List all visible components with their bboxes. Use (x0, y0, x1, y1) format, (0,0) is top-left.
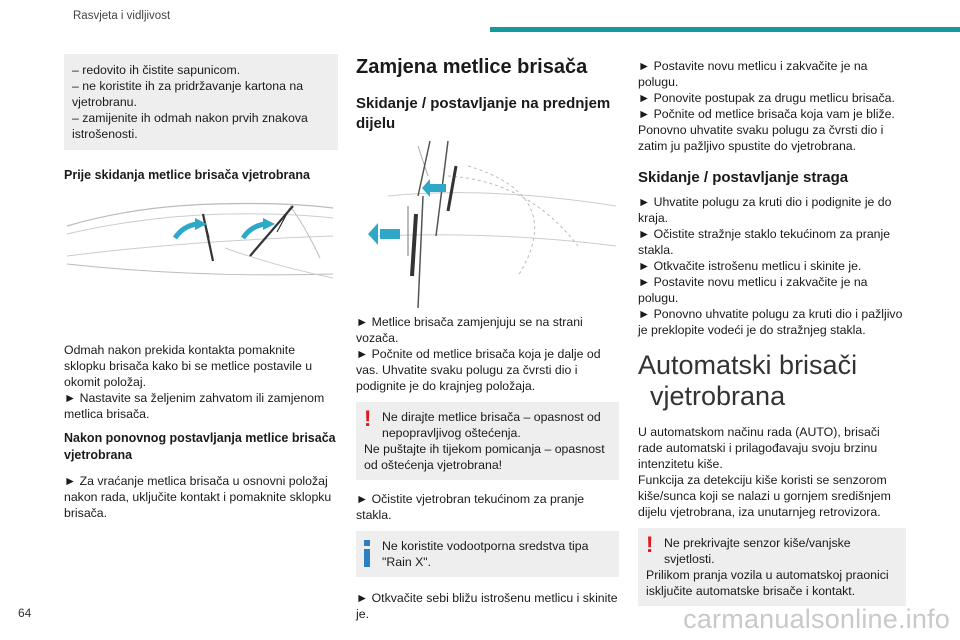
watermark: carmanualsonline.info (683, 604, 950, 634)
warning-text-2: Prilikom pranja vozila u automatskoj praonici isključite automatske brisače i kontakt. (646, 568, 889, 598)
section-heading-after-refit: Nakon ponovnog postavljanja metlice brisača vjetrobrana (64, 431, 336, 462)
section-title-auto-wipers (638, 350, 906, 412)
front-wiper-lift-illustration (368, 136, 618, 308)
windscreen-wipers-illustration (65, 186, 337, 306)
info-text: Ne koristite vodootporna sredstva tipa "Rain X". (382, 539, 589, 569)
tip-line-1: – redovito ih čistite sapunicom. (72, 63, 241, 77)
running-header: Rasvjeta i vidljivost (73, 10, 171, 22)
paragraph-return-position: ► Za vraćanje metlica brisača u osnovni položaj nakon rada, uključite kontakt i pomaknite sklopku brisača. (64, 474, 332, 520)
warning-icon: ! (646, 532, 654, 557)
info-box-rain-x (356, 531, 619, 577)
tip-line-2: – ne koristite ih za pridržavanje kartona na vjetrobranu. (72, 79, 304, 109)
paragraph-continue: ► Nastavite sa željenim zahvatom ili zamjenom metlica brisača. (64, 391, 325, 421)
paragraph-auto-mode: U automatskom načinu rada (AUTO), brisači rade automatski i prilagođavaju svoju brzinu intenzitetu kiše. (638, 425, 880, 471)
warning-icon: ! (364, 406, 372, 431)
paragraph-driver-side: ► Metlice brisača zamjenjuju se na strani vozača. (356, 315, 583, 345)
header-accent-bar (490, 27, 960, 32)
warning-text-1: Ne prekrivajte senzor kiše/vanjske svjetlosti. (664, 536, 851, 566)
column-right (638, 58, 906, 606)
warning-box-blades (356, 402, 619, 480)
section-title-auto-wipers-line-2: vjetrobrana (650, 381, 786, 411)
paragraph-fit-new: ► Postavite novu metlicu i zakvačite je na polugu. (638, 59, 868, 89)
paragraph-rear-lower: ► Ponovno uhvatite polugu za kruti dio i pažljivo je preklopite vodeći je do stražnjeg stakla. (638, 307, 903, 337)
paragraph-rear-unhook: ► Otkvačite istrošenu metlicu i skinite je. (638, 259, 862, 273)
subheading-rear: Skidanje / postavljanje straga (638, 169, 849, 186)
paragraph-rear-lift: ► Uhvatite polugu za kruti dio i podignite je do kraja. (638, 195, 892, 225)
warning-text-2: Ne puštajte ih tijekom pomicanja – opasnost od oštećenja vjetrobrana! (364, 442, 605, 472)
paragraph-start-far: ► Počnite od metlice brisača koja je dalje od vas. Uhvatite svaku polugu za čvrsti dio i podignite je do krajnjeg položaja. (356, 347, 601, 393)
paragraph-unhook: ► Otkvačite sebi bližu istrošenu metlicu i skinite je. (356, 591, 618, 621)
paragraph-lower-arms: Ponovno uhvatite svaku polugu za čvrsti dio i zatim ju pažljivo spustite do vjetrobrana. (638, 123, 884, 153)
page-number: 64 (18, 606, 32, 620)
tip-line-3: – zamijenite ih odmah nakon prvih znakova istrošenosti. (72, 111, 308, 141)
paragraph-clean: ► Očistite vjetrobran tekućinom za pranje stakla. (356, 492, 585, 522)
info-icon (364, 540, 370, 568)
section-title-replacement: Zamjena metlice brisača (356, 56, 588, 78)
paragraph-rain-sensor: Funkcija za detekciju kiše koristi se senzorom kiše/sunca koji se nalazi u gornjem središnjem dijelu vjetrobrana, iza unutarnjeg retrovizora. (638, 473, 891, 519)
warning-text-1: Ne dirajte metlice brisača – opasnost od nepopravljivog oštećenja. (382, 410, 601, 440)
tip-box (64, 54, 338, 150)
subheading-front: Skidanje / postavljanje na prednjem dijelu (356, 95, 611, 132)
paragraph-rear-fit: ► Postavite novu metlicu i zakvačite je na polugu. (638, 275, 868, 305)
paragraph-switch-off: Odmah nakon prekida kontakta pomaknite sklopku brisača kako bi se metlice postavile u okomit položaj. (64, 343, 313, 389)
paragraph-start-near: ► Počnite od metlice brisača koja vam je bliže. (638, 107, 895, 121)
section-heading-before-removal: Prije skidanja metlice brisača vjetrobrana (64, 168, 310, 182)
warning-box-sensor (638, 528, 906, 606)
section-title-auto-wipers-line-1: Automatski brisači (638, 350, 858, 380)
paragraph-rear-clean: ► Očistite stražnje staklo tekućinom za pranje stakla. (638, 227, 891, 257)
paragraph-repeat: ► Ponovite postupak za drugu metlicu brisača. (638, 91, 895, 105)
